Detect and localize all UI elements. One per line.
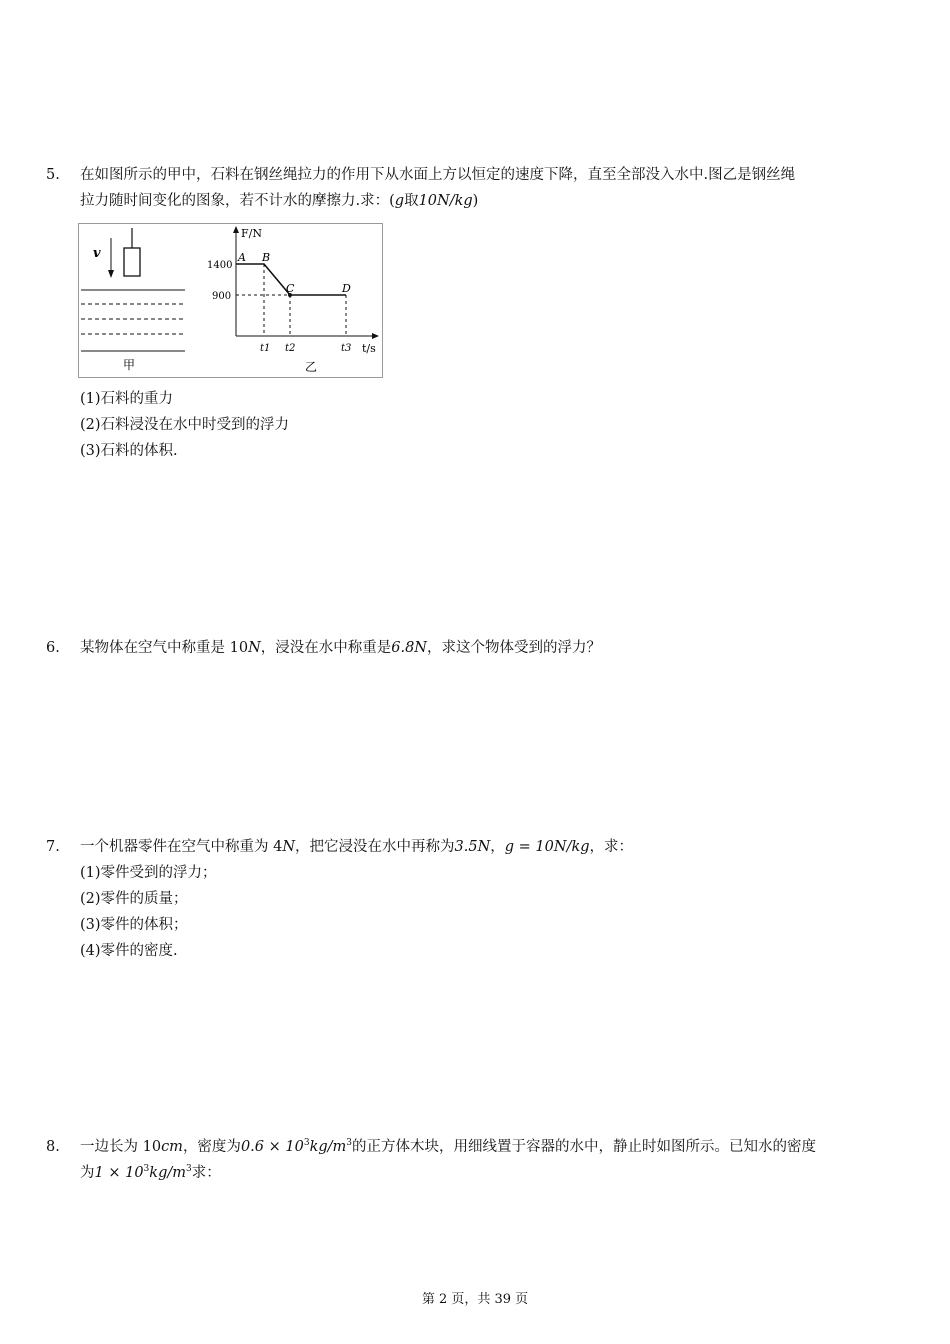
figure-jia bbox=[81, 228, 185, 372]
question-5-subquestions bbox=[46, 386, 911, 464]
figure-yi-graph bbox=[207, 226, 379, 374]
point-b-label: B bbox=[262, 251, 271, 264]
point-a-label: A bbox=[238, 251, 246, 264]
x-tick-t1: t1 bbox=[260, 343, 271, 354]
question-text-line2: 为$1 \times 10^3kg/m^3$求： bbox=[80, 1164, 221, 1181]
subquestion-3: (3)零件的体积； bbox=[80, 917, 188, 933]
question-number: 6. bbox=[46, 640, 60, 656]
question-8 bbox=[46, 1134, 911, 1186]
question-5 bbox=[46, 162, 911, 214]
question-text: 某物体在空气中称重是 10N，浸没在水中称重是6.8N，求这个物体受到的浮力？ bbox=[80, 640, 601, 656]
label-yi: 乙 bbox=[305, 360, 318, 374]
stone-block bbox=[124, 248, 140, 276]
subquestion-3: (3)石料的体积. bbox=[80, 443, 178, 459]
figure-force-time bbox=[78, 223, 383, 378]
question-text-line2: 拉力随时间变化的图象，若不计水的摩擦力.求：(g取10N/kg) bbox=[80, 193, 479, 209]
question-7 bbox=[46, 834, 911, 964]
question-text: 一个机器零件在空气中称重为 4N，把它浸没在水中再称为3.5N，g = 10N/kg，求： bbox=[80, 839, 634, 855]
x-tick-t2: t2 bbox=[285, 343, 296, 354]
question-text-line1: 一边长为 10cm，密度为$0.6 \times 10^3kg/m^3$的正方体木块，用细线置于容器的水中，静止时如图所示。已知水的密度 bbox=[80, 1138, 816, 1155]
subquestion-2: (2)零件的质量； bbox=[80, 891, 188, 907]
y-axis-label: F/N bbox=[241, 227, 262, 240]
label-jia: 甲 bbox=[123, 358, 136, 372]
x-axis-label: t/s bbox=[362, 342, 376, 355]
point-c-label: C bbox=[286, 282, 295, 295]
subquestion-1: (1)零件受到的浮力； bbox=[80, 865, 217, 881]
x-axis-arrow bbox=[372, 333, 379, 339]
point-d-label: D bbox=[342, 282, 351, 295]
question-number: 7. bbox=[46, 839, 60, 855]
subquestion-1: (1)石料的重力 bbox=[80, 391, 174, 407]
velocity-label: v bbox=[93, 246, 101, 261]
subquestion-2: (2)石料浸没在水中时受到的浮力 bbox=[80, 417, 290, 433]
velocity-arrow-head bbox=[108, 270, 114, 278]
question-number: 8. bbox=[46, 1139, 60, 1155]
figure-svg bbox=[79, 224, 382, 377]
x-tick-t3: t3 bbox=[341, 343, 352, 354]
subquestion-4: (4)零件的密度. bbox=[80, 943, 178, 959]
y-tick-900: 900 bbox=[212, 291, 232, 302]
question-text-line1: 在如图所示的甲中，石料在钢丝绳拉力的作用下从水面上方以恒定的速度下降，直至全部没入水中.图乙是钢丝绳 bbox=[80, 167, 796, 183]
page-footer: 第 2 页，共 39 页 bbox=[421, 1292, 529, 1307]
y-axis-arrow bbox=[233, 226, 239, 233]
question-6 bbox=[46, 635, 911, 661]
y-tick-1400: 1400 bbox=[207, 260, 233, 271]
question-number: 5. bbox=[46, 167, 60, 183]
